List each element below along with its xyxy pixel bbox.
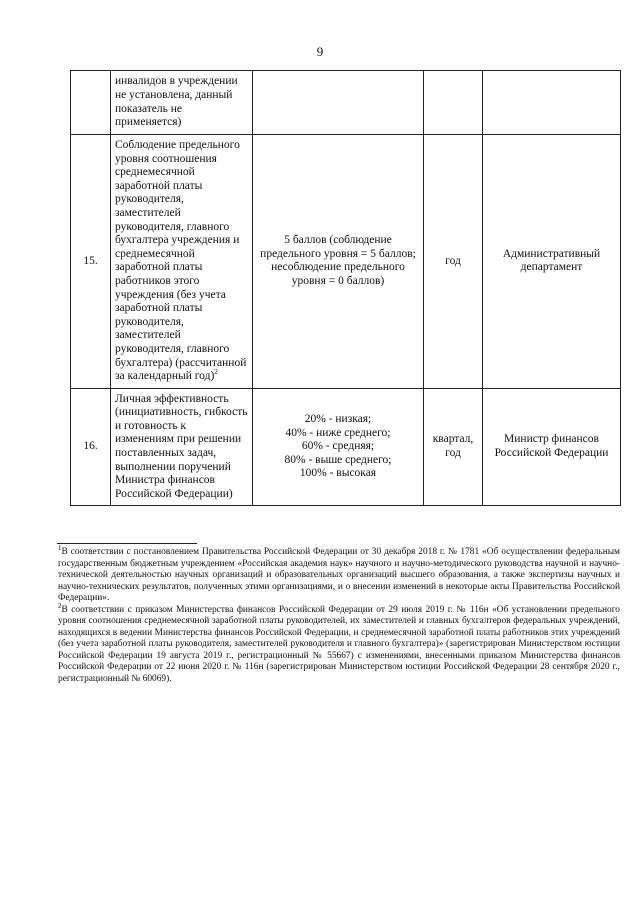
period-cell: год [424, 135, 483, 389]
score-cell [253, 71, 424, 135]
responsible-cell: Административный департамент [483, 135, 621, 389]
score-line: 80% - выше среднего; [284, 453, 392, 466]
period-cell: квартал, год [424, 388, 483, 506]
responsible-cell [483, 71, 621, 135]
score-line: 40% - ниже среднего; [285, 426, 391, 439]
footnote [58, 543, 620, 605]
score-line: 60% - средняя; [301, 440, 375, 453]
indicator-text: Соблюдение предельного уровня соотношения среднемесячной заработной платы руководителя, заместителей руководителя, главного бухгалтера учреждения и среднемесячной заработной платы работников этого учреждения (без учета заработной платы руководителя, заместителей руководителя, главного бухгалтера) (рассчитанной за календарный год) [115, 139, 247, 383]
indicator-name [111, 135, 253, 389]
table-row [71, 135, 621, 389]
indicator-name: инвалидов в учреждении не установлена, данный показатель не применяется) [111, 71, 253, 135]
responsible-cell: Министр финансов Российской Федерации [483, 388, 621, 506]
criteria-table [70, 70, 621, 506]
score-line: 20% - низкая; [304, 413, 372, 426]
row-number: 16. [71, 388, 111, 506]
footnote-mark: 1 [58, 543, 62, 552]
footnote-divider [57, 543, 197, 544]
footnote [58, 601, 620, 686]
score-cell [253, 388, 424, 506]
indicator-name: Личная эффективность (инициативность, гибкость и готовность к изменениям при решении поставленных задач, выполнении поручений Министра финансов Российской Федерации) [111, 388, 253, 506]
footnote-text: В соответствии с приказом Министерства финансов Российской Федерации от 29 июля 2019 г. № 116н «Об установлении предельного уровня соотношения среднемесячной заработной платы руководителей, их заместителей и главных бухгалтеров федеральных учреждений, находящихся в ведении Министерства финансов Российской Федерации, и среднемесячной заработной платы работников этих учреждений (без учета заработной платы руководителя, заместителей руководителя и главного бухгалтера)» (зарегистрирован Министерством юстиции Российской Федерации 19 августа 2019 г., регистрационный № 55667) с изменениями, внесенными приказом Министерства финансов Российской Федерации от 22 июня 2020 г. № 116н (зарегистрирован Министерством юстиции Российской Федерации 28 сентября 2020 г., регистрационный № 60069). [58, 604, 620, 684]
table-row [71, 388, 621, 506]
footnote-text: В соответствии с постановлением Правительства Российской Федерации от 30 декабря 2018 г. № 1781 «Об осуществлении федеральным государственным бюджетным учреждением «Российская академия наук» научного и научно-методического руководства научной и научно-технической деятельностью научных организаций и образовательных организаций высшего образования, а также экспертизы научных и научно-технических результатов, полученных этими организациями, и о внесении изменений в некоторые акты Правительства Российской Федерации». [58, 547, 620, 603]
score-cell: 5 баллов (соблюдение предельного уровня = 5 баллов; несоблюдение предельного уровня = 0 баллов) [253, 135, 424, 389]
row-number: 15. [71, 135, 111, 389]
page-number: 9 [316, 44, 324, 59]
footnote-mark: 2 [58, 601, 62, 610]
footnote-ref: 2 [214, 368, 218, 377]
score-line: 100% - высокая [299, 467, 377, 480]
period-cell [424, 71, 483, 135]
row-number [71, 71, 111, 135]
table-row [71, 71, 621, 135]
footnotes [58, 543, 620, 685]
